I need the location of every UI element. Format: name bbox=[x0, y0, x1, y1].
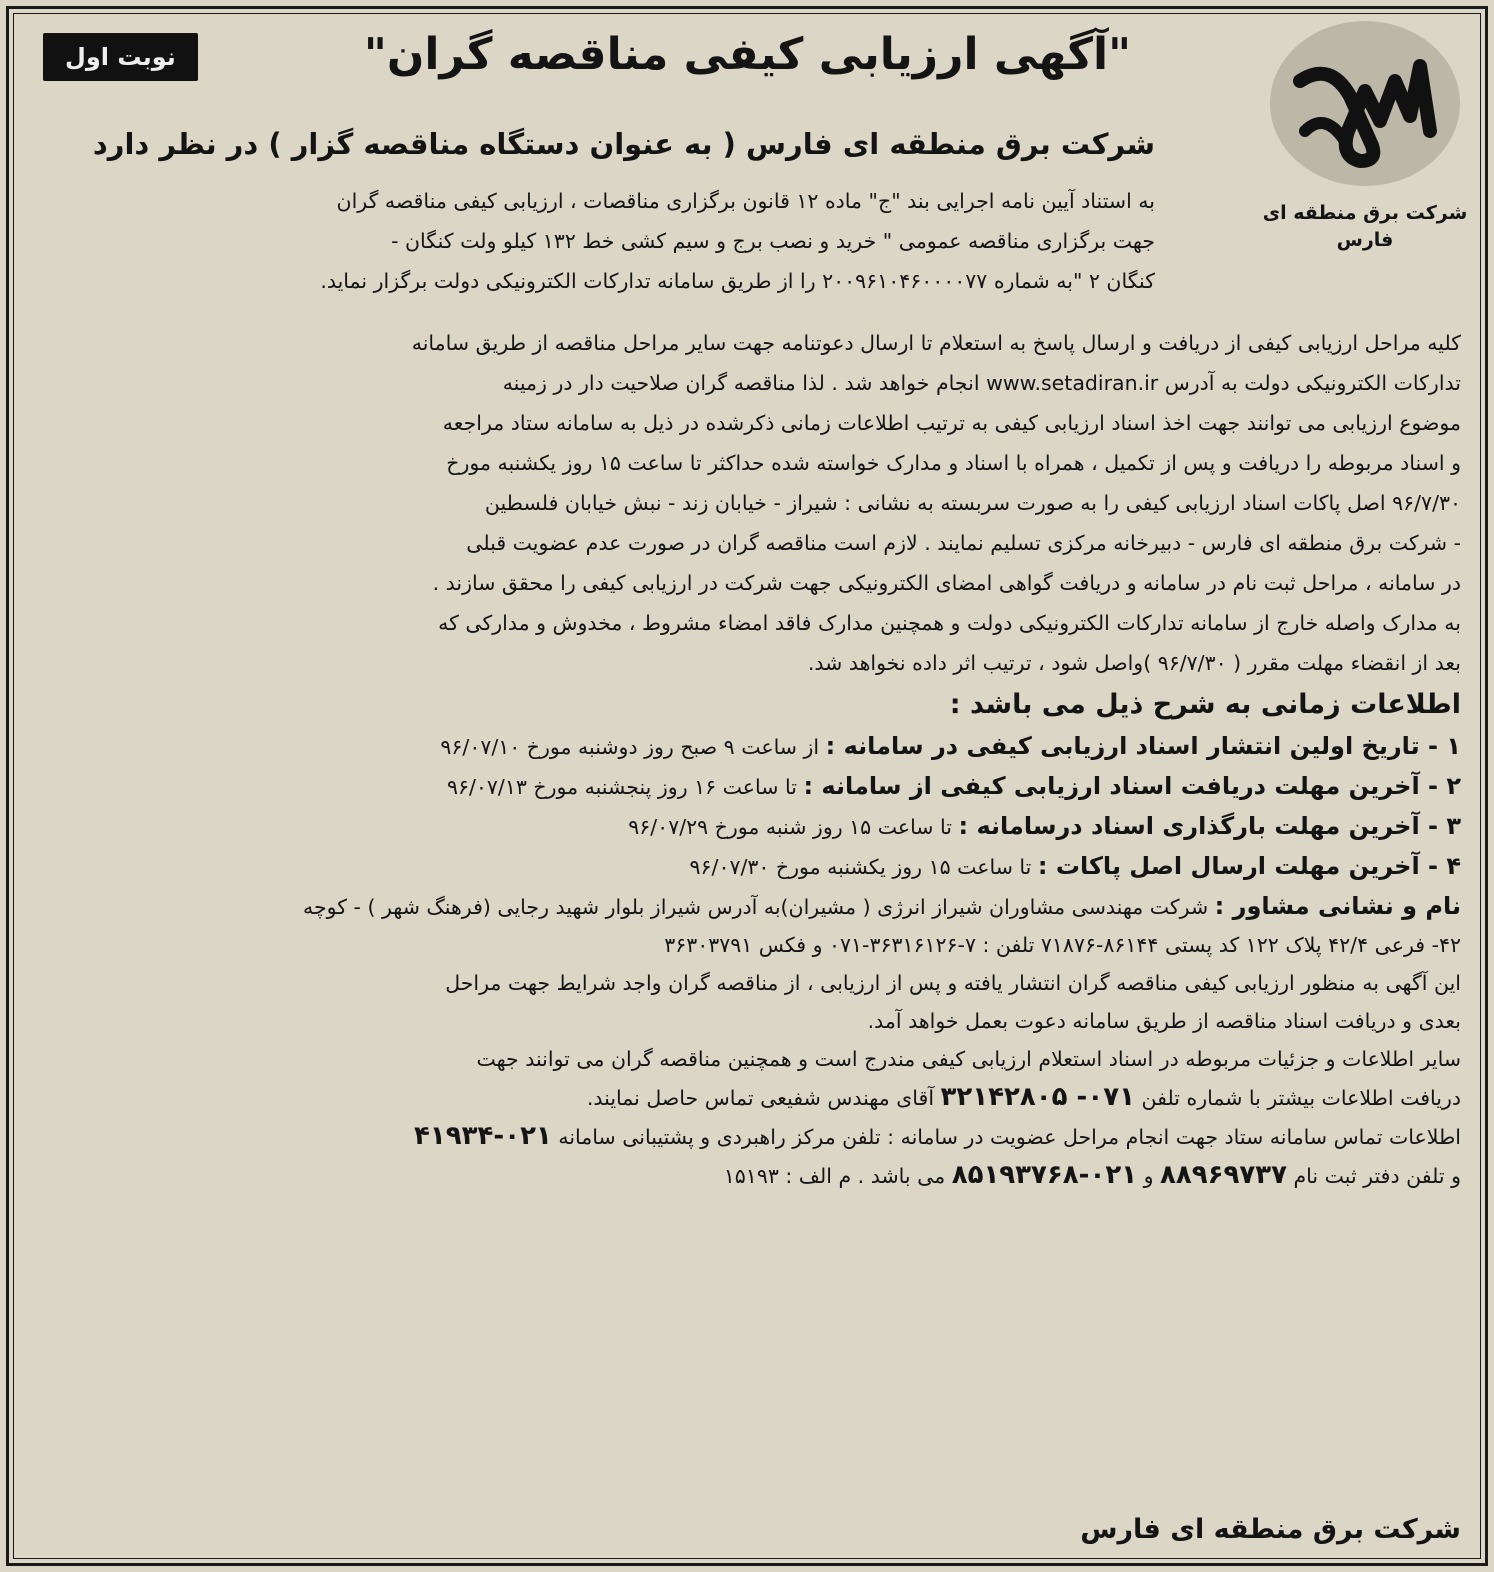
notice-line: بعدی و دریافت اسناد مناقصه از طریق سامانه دعوت بعمل خواهد آمد. bbox=[867, 1009, 1461, 1033]
schedule-item-value: تا ساعت ۱۵ روز شنبه مورخ ۹۶/۰۷/۲۹ bbox=[628, 815, 959, 839]
contact-post: آقای مهندس شفیعی تماس حاصل نمایند. bbox=[586, 1086, 941, 1110]
contact-phone: ۰۷۱- ۳۲۱۴۲۸۰۵ bbox=[940, 1082, 1135, 1112]
schedule-item-label: ۴ - آخرین مهلت ارسال اصل پاکات : bbox=[1037, 852, 1461, 880]
schedule-item bbox=[33, 767, 1461, 807]
schedule-item-value: از ساعت ۹ صبح روز دوشنبه مورخ ۹۶/۰۷/۱۰ bbox=[440, 735, 826, 759]
register-phone-2: ۰۲۱-۸۵۱۹۳۷۶۸ bbox=[951, 1160, 1138, 1190]
ad-header bbox=[33, 23, 1461, 141]
main-line: به مدارک واصله خارج از سامانه تدارکات الکترونیکی دولت و همچنین مدارک فاقد امضاء مشروط ، مخدوش و مدارکی که bbox=[438, 611, 1461, 635]
notice-line: این آگهی به منظور ارزیابی کیفی مناقصه گران انتشار یافته و پس از ارزیابی ، از مناقصه گران واجد شرایط جهت مراحل bbox=[445, 971, 1461, 995]
main-line: در سامانه ، مراحل ثبت نام در سامانه و دریافت گواهی امضای الکترونیکی جهت شرکت در ارزیابی کیفی را محقق سازند . bbox=[432, 571, 1461, 595]
company-logo-icon bbox=[1270, 21, 1460, 186]
main-line: بعد از انقضاء مهلت مقرر ( ۹۶/۷/۳۰ )واصل شود ، ترتیب اثر داده نخواهد شد. bbox=[807, 651, 1461, 675]
consultant-contact: ۴۲- فرعی ۴۲/۴ پلاک ۱۲۲ کد پستی ۸۶۱۴۴-۷۱۸۷۶ تلفن : ۷-۳۶۳۱۶۱۲۶-۰۷۱ و فکس ۳۶۳۰۳۷۹۱ bbox=[664, 933, 1461, 957]
schedule-heading: اطلاعات زمانی به شرح ذیل می باشد : bbox=[949, 689, 1461, 720]
support-pre: اطلاعات تماس سامانه ستاد جهت انجام مراحل عضویت در سامانه : تلفن مرکز راهبردی و پشتیبانی سامانه bbox=[551, 1125, 1461, 1149]
company-logo bbox=[1255, 21, 1475, 281]
contact-pre: دریافت اطلاعات بیشتر با شماره تلفن bbox=[1134, 1086, 1461, 1110]
ad-subtitle: شرکت برق منطقه ای فارس ( به عنوان دستگاه مناقصه گزار ) در نظر دارد bbox=[92, 127, 1155, 161]
schedule-item bbox=[33, 807, 1461, 847]
ad-title: "آگهی ارزیابی کیفی مناقصه گران" bbox=[363, 29, 1131, 80]
support-pre: و تلفن دفتر ثبت نام bbox=[1286, 1164, 1461, 1188]
consultant-line bbox=[33, 887, 1461, 926]
support-line bbox=[33, 1156, 1461, 1195]
main-text bbox=[33, 323, 1461, 1195]
support-post: می باشد . م الف : ۱۵۱۹۳ bbox=[723, 1164, 952, 1188]
edition-badge: نوبت اول bbox=[43, 33, 198, 81]
support-line bbox=[33, 1117, 1461, 1156]
ad-frame bbox=[6, 6, 1488, 1566]
schedule-item bbox=[33, 847, 1461, 887]
intro-line: به استناد آیین نامه اجرایی بند "ج" ماده ۱۲ قانون برگزاری مناقصات ، ارزیابی کیفی مناقصه گران bbox=[336, 189, 1155, 213]
contact-line: سایر اطلاعات و جزئیات مربوطه در اسناد استعلام ارزیابی کیفی مندرج است و همچنین مناقصه گران می توانند جهت bbox=[476, 1047, 1461, 1071]
schedule-item-label: ۳ - آخرین مهلت بارگذاری اسناد درسامانه : bbox=[958, 812, 1461, 840]
support-mid: و bbox=[1137, 1164, 1160, 1188]
support-phone: ۰۲۱-۴۱۹۳۴ bbox=[414, 1121, 552, 1151]
main-line: کلیه مراحل ارزیابی کیفی از دریافت و ارسال پاسخ به استعلام تا ارسال دعوتنامه جهت سایر مراحل مناقصه از طریق سامانه bbox=[411, 331, 1461, 355]
intro-text bbox=[33, 181, 1155, 301]
main-line: تدارکات الکترونیکی دولت به آدرس www.setadiran.ir انجام خواهد شد . لذا مناقصه گران صلاحیت دار در زمینه bbox=[502, 371, 1461, 395]
main-line: و اسناد مربوطه را دریافت و پس از تکمیل ، همراه با اسناد و مدارک خواسته شده حداکثر تا ساعت ۱۵ روز یکشنبه مورخ bbox=[446, 451, 1461, 475]
main-line: - شرکت برق منطقه ای فارس - دبیرخانه مرکزی تسلیم نمایند . لازم است مناقصه گران در صورت عدم عضویت قبلی bbox=[466, 531, 1461, 555]
schedule-item-label: ۱ - تاریخ اولین انتشار اسناد ارزیابی کیفی در سامانه : bbox=[825, 732, 1461, 760]
consultant-label: نام و نشانی مشاور : bbox=[1214, 892, 1461, 920]
main-line: ۹۶/۷/۳۰ اصل پاکات اسناد ارزیابی کیفی را به صورت سربسته به نشانی : شیراز - خیابان زند - نبش خیابان فلسطین bbox=[484, 491, 1461, 515]
main-line: موضوع ارزیابی می توانند جهت اخذ اسناد ارزیابی کیفی به ترتیب اطلاعات زمانی ذکرشده در ذیل به سامانه ستاد مراجعه bbox=[442, 411, 1461, 435]
intro-line: کنگان ۲ "به شماره ۲۰۰۹۶۱۰۴۶۰۰۰۰۷۷ را از طریق سامانه تدارکات الکترونیکی دولت برگزار نماید. bbox=[320, 269, 1155, 293]
logo-caption-line2: فارس bbox=[1336, 228, 1394, 251]
schedule-item bbox=[33, 727, 1461, 767]
logo-caption-line1: شرکت برق منطقه ای bbox=[1262, 202, 1468, 224]
register-phone-1: ۸۸۹۶۹۷۳۷ bbox=[1160, 1160, 1287, 1190]
consultant-address: شرکت مهندسی مشاوران شیراز انرژی ( مشیران)به آدرس شیراز بلوار شهید رجایی (فرهنگ شهر ) - کوچه bbox=[303, 895, 1215, 919]
schedule-item-value: تا ساعت ۱۶ روز پنجشنبه مورخ ۹۶/۰۷/۱۳ bbox=[446, 775, 804, 799]
schedule-item-label: ۲ - آخرین مهلت دریافت اسناد ارزیابی کیفی از سامانه : bbox=[803, 772, 1461, 800]
ad-footer: شرکت برق منطقه ای فارس bbox=[1080, 1514, 1461, 1545]
schedule-item-value: تا ساعت ۱۵ روز یکشنبه مورخ ۹۶/۰۷/۳۰ bbox=[689, 855, 1038, 879]
intro-line: جهت برگزاری مناقصه عمومی " خرید و نصب برج و سیم کشی خط ۱۳۲ کیلو ولت کنگان - bbox=[391, 229, 1155, 253]
contact-line bbox=[33, 1078, 1461, 1117]
